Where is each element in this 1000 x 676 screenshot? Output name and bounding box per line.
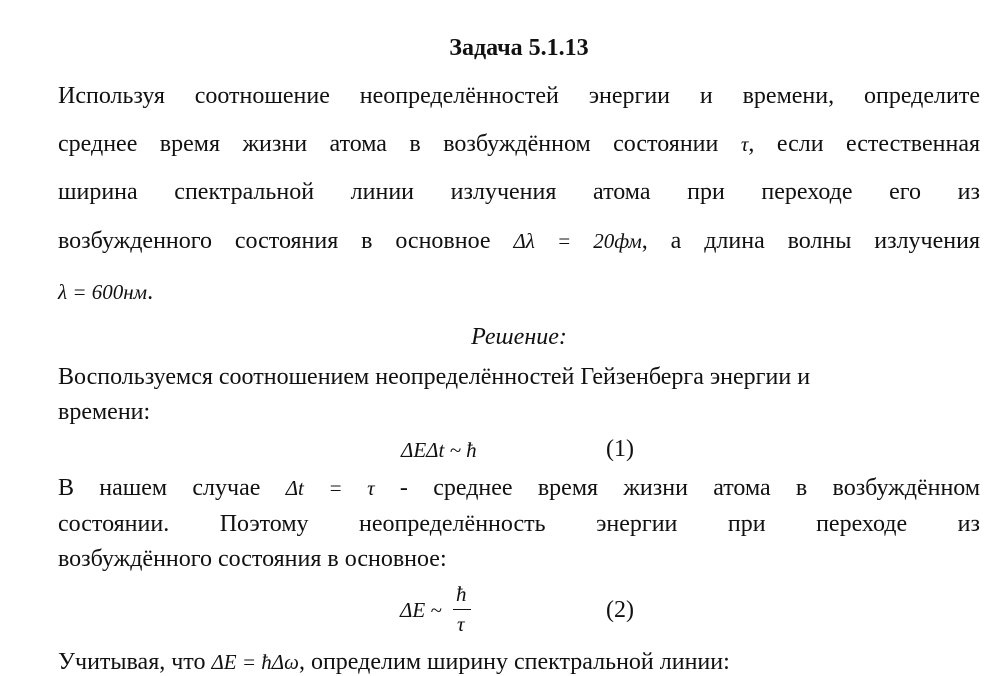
- solution-text-line-6: [58, 648, 980, 676]
- equation-1-number: (1): [606, 436, 634, 462]
- problem-text-line-1: Используя соотношение неопределённостей энергии и времени, определите: [58, 83, 980, 109]
- delta-e-formula: ΔE = ħΔω: [211, 650, 299, 674]
- problem-text: возбужденного состояния в основное: [58, 228, 491, 254]
- problem-text-line-4: [58, 227, 980, 255]
- problem-text-line-3: ширина спектральной линии излучения атома при переходе его из: [58, 179, 980, 205]
- equation-2-numerator: ħ: [456, 582, 467, 606]
- problem-text: , если естественная: [748, 131, 981, 157]
- problem-text: .: [147, 279, 154, 305]
- solution-text: - среднее время жизни атома в возбуждённом: [399, 475, 981, 501]
- lambda-formula: λ = 600нм: [58, 280, 148, 304]
- solution-heading: Решение:: [471, 324, 567, 350]
- solution-text-line-1: Воспользуемся соотношением неопределённостей Гейзенберга энергии и: [58, 364, 811, 390]
- problem-text-line-2: [58, 130, 980, 158]
- solution-text-line-5: возбуждённого состояния в основное:: [58, 546, 447, 572]
- equation-2-lhs: ΔE ~: [400, 598, 442, 622]
- solution-text: Учитывая, что: [58, 649, 206, 675]
- equation-1: ΔEΔt ~ ħ: [401, 438, 477, 462]
- solution-text-line-4: состоянии. Поэтому неопределённость энергии при переходе из: [58, 511, 980, 537]
- document-page: [58, 0, 981, 675]
- solution-text: , определим ширину спектральной линии:: [298, 649, 730, 675]
- problem-text: , а длина волны излучения: [641, 228, 981, 254]
- solution-text: В нашем случае: [58, 475, 261, 501]
- delta-lambda-formula: Δλ = 20фм: [513, 229, 642, 253]
- problem-text: среднее время жизни атома в возбуждённом состоянии: [58, 131, 719, 157]
- solution-text-line-3: [58, 474, 980, 502]
- solution-text-line-2: времени:: [58, 399, 151, 425]
- equation-2-number: (2): [606, 597, 634, 623]
- problem-text-line-5: [58, 278, 980, 306]
- tau-symbol: τ: [740, 132, 749, 156]
- delta-t-formula: Δt = τ: [285, 476, 375, 500]
- equation-2-denominator: τ: [457, 612, 465, 636]
- fraction-bar: [453, 609, 471, 610]
- problem-title: Задача 5.1.13: [449, 35, 589, 61]
